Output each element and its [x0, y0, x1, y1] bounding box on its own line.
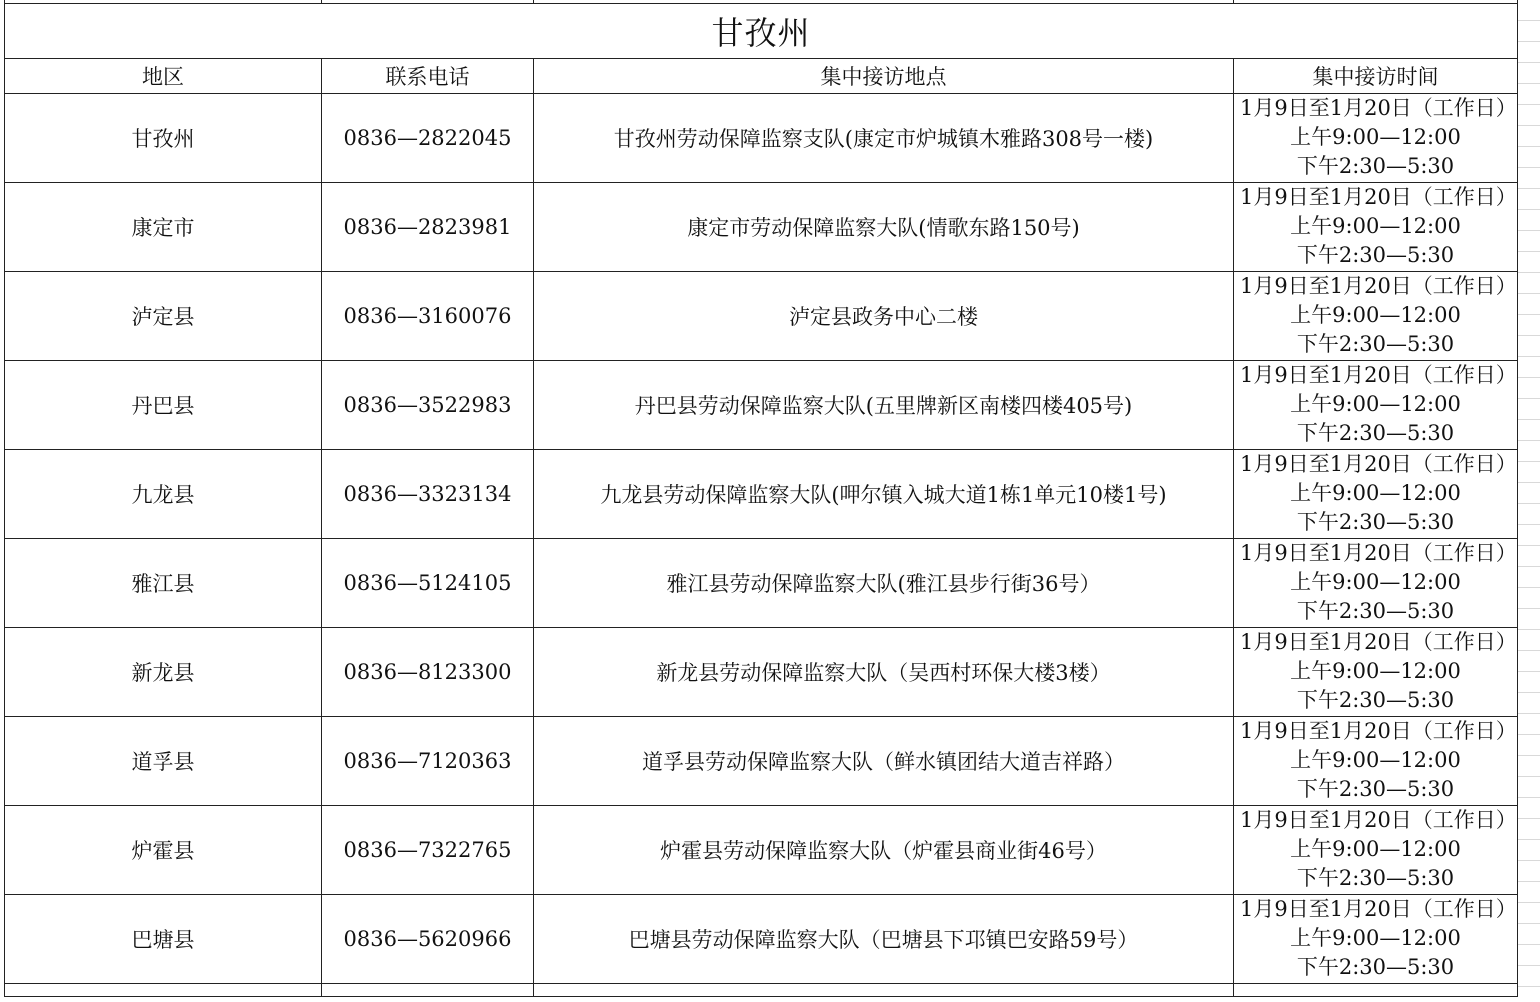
header-phone[interactable]: 联系电话: [322, 59, 534, 94]
header-location[interactable]: 集中接访地点: [534, 59, 1234, 94]
location-cell[interactable]: 雅江县劳动保障监察大队(雅江县步行街36号）: [534, 539, 1234, 628]
location-cell[interactable]: 道孚县劳动保障监察大队（鲜水镇团结大道吉祥路）: [534, 717, 1234, 806]
phone-cell[interactable]: 0836—3323134: [322, 450, 534, 539]
time-line: 下午2:30—5:30: [1296, 421, 1455, 445]
region-cell[interactable]: 道孚县: [5, 717, 322, 806]
region-cell[interactable]: 雅江县: [5, 539, 322, 628]
header-region[interactable]: 地区: [5, 59, 322, 94]
time-line: 上午9:00—12:00: [1290, 748, 1461, 772]
time-cell-content: [1234, 450, 1517, 538]
time-cell[interactable]: [1234, 450, 1518, 539]
header-time[interactable]: 集中接访时间: [1234, 59, 1518, 94]
table-row: [5, 539, 1518, 628]
time-cell-content: [1234, 272, 1517, 360]
time-cell[interactable]: [1234, 272, 1518, 361]
region-cell[interactable]: 新龙县: [5, 628, 322, 717]
time-line: 上午9:00—12:00: [1290, 214, 1461, 238]
time-line: 1月9日至1月20日（工作日）: [1240, 452, 1517, 476]
time-cell-content: [1234, 183, 1517, 271]
phone-cell[interactable]: 0836—7120363: [322, 717, 534, 806]
cell[interactable]: [534, 984, 1234, 997]
time-cell-content: [1234, 806, 1517, 894]
time-line: 上午9:00—12:00: [1290, 481, 1461, 505]
region-cell[interactable]: 康定市: [5, 183, 322, 272]
table-row: [5, 806, 1518, 895]
header-row: [5, 59, 1518, 94]
time-cell-content: [1234, 628, 1517, 716]
time-cell[interactable]: [1234, 361, 1518, 450]
time-line: 下午2:30—5:30: [1296, 510, 1455, 534]
region-cell[interactable]: 甘孜州: [5, 94, 322, 183]
cell[interactable]: [5, 984, 322, 997]
time-line: 1月9日至1月20日（工作日）: [1240, 808, 1517, 832]
time-cell-content: [1234, 539, 1517, 627]
time-line: 下午2:30—5:30: [1296, 688, 1455, 712]
time-line: 1月9日至1月20日（工作日）: [1240, 541, 1517, 565]
time-line: 上午9:00—12:00: [1290, 926, 1461, 950]
time-line: 下午2:30—5:30: [1296, 154, 1455, 178]
location-cell[interactable]: 九龙县劳动保障监察大队(呷尔镇入城大道1栋1单元10楼1号): [534, 450, 1234, 539]
table-row: [5, 628, 1518, 717]
time-line: 1月9日至1月20日（工作日）: [1240, 274, 1517, 298]
time-line: 下午2:30—5:30: [1296, 955, 1455, 979]
time-line: 上午9:00—12:00: [1290, 659, 1461, 683]
time-line: 下午2:30—5:30: [1296, 243, 1455, 267]
time-line: 1月9日至1月20日（工作日）: [1240, 630, 1517, 654]
phone-cell[interactable]: 0836—7322765: [322, 806, 534, 895]
time-line: 1月9日至1月20日（工作日）: [1240, 363, 1517, 387]
location-cell[interactable]: 炉霍县劳动保障监察大队（炉霍县商业街46号）: [534, 806, 1234, 895]
time-cell-content: [1234, 94, 1517, 182]
phone-cell[interactable]: 0836—2822045: [322, 94, 534, 183]
next-row-remnant: [5, 984, 1518, 997]
table-row: [5, 183, 1518, 272]
time-cell[interactable]: [1234, 628, 1518, 717]
region-cell[interactable]: 九龙县: [5, 450, 322, 539]
table-row: [5, 717, 1518, 806]
time-line: 1月9日至1月20日（工作日）: [1240, 719, 1517, 743]
time-cell[interactable]: [1234, 94, 1518, 183]
time-cell[interactable]: [1234, 806, 1518, 895]
time-line: 1月9日至1月20日（工作日）: [1240, 185, 1517, 209]
location-cell[interactable]: 丹巴县劳动保障监察大队(五里牌新区南楼四楼405号): [534, 361, 1234, 450]
location-cell[interactable]: 康定市劳动保障监察大队(情歌东路150号): [534, 183, 1234, 272]
time-line: 上午9:00—12:00: [1290, 303, 1461, 327]
title-row: [5, 4, 1518, 59]
phone-cell[interactable]: 0836—3522983: [322, 361, 534, 450]
time-cell[interactable]: [1234, 183, 1518, 272]
time-line: 下午2:30—5:30: [1296, 777, 1455, 801]
time-cell[interactable]: [1234, 895, 1518, 984]
region-cell[interactable]: 丹巴县: [5, 361, 322, 450]
time-line: 上午9:00—12:00: [1290, 392, 1461, 416]
time-line: 下午2:30—5:30: [1296, 866, 1455, 890]
time-cell-content: [1234, 361, 1517, 449]
location-cell[interactable]: 巴塘县劳动保障监察大队（巴塘县下邛镇巴安路59号）: [534, 895, 1234, 984]
time-line: 上午9:00—12:00: [1290, 837, 1461, 861]
time-line: 下午2:30—5:30: [1296, 599, 1455, 623]
time-cell[interactable]: [1234, 539, 1518, 628]
region-cell[interactable]: 巴塘县: [5, 895, 322, 984]
location-cell[interactable]: 泸定县政务中心二楼: [534, 272, 1234, 361]
table-row: [5, 272, 1518, 361]
table-row: [5, 895, 1518, 984]
phone-cell[interactable]: 0836—2823981: [322, 183, 534, 272]
time-line: 1月9日至1月20日（工作日）: [1240, 96, 1517, 120]
cell[interactable]: [1234, 984, 1518, 997]
time-line: 上午9:00—12:00: [1290, 125, 1461, 149]
phone-cell[interactable]: 0836—5620966: [322, 895, 534, 984]
time-line: 上午9:00—12:00: [1290, 570, 1461, 594]
phone-cell[interactable]: 0836—5124105: [322, 539, 534, 628]
sheet-gridlines: [1518, 0, 1540, 1002]
phone-cell[interactable]: 0836—3160076: [322, 272, 534, 361]
location-cell[interactable]: 新龙县劳动保障监察大队（吴西村环保大楼3楼）: [534, 628, 1234, 717]
time-cell-content: [1234, 717, 1517, 805]
time-cell-content: [1234, 895, 1517, 983]
table-row: [5, 361, 1518, 450]
table-row: [5, 94, 1518, 183]
location-cell[interactable]: 甘孜州劳动保障监察支队(康定市炉城镇木雅路308号一楼): [534, 94, 1234, 183]
cell[interactable]: [322, 984, 534, 997]
region-cell[interactable]: 泸定县: [5, 272, 322, 361]
table-row: [5, 450, 1518, 539]
time-line: 1月9日至1月20日（工作日）: [1240, 897, 1517, 921]
time-line: 下午2:30—5:30: [1296, 332, 1455, 356]
region-cell[interactable]: 炉霍县: [5, 806, 322, 895]
time-cell[interactable]: [1234, 717, 1518, 806]
phone-cell[interactable]: 0836—8123300: [322, 628, 534, 717]
petition-reception-table: [4, 0, 1518, 997]
table-title[interactable]: 甘孜州: [5, 4, 1518, 59]
